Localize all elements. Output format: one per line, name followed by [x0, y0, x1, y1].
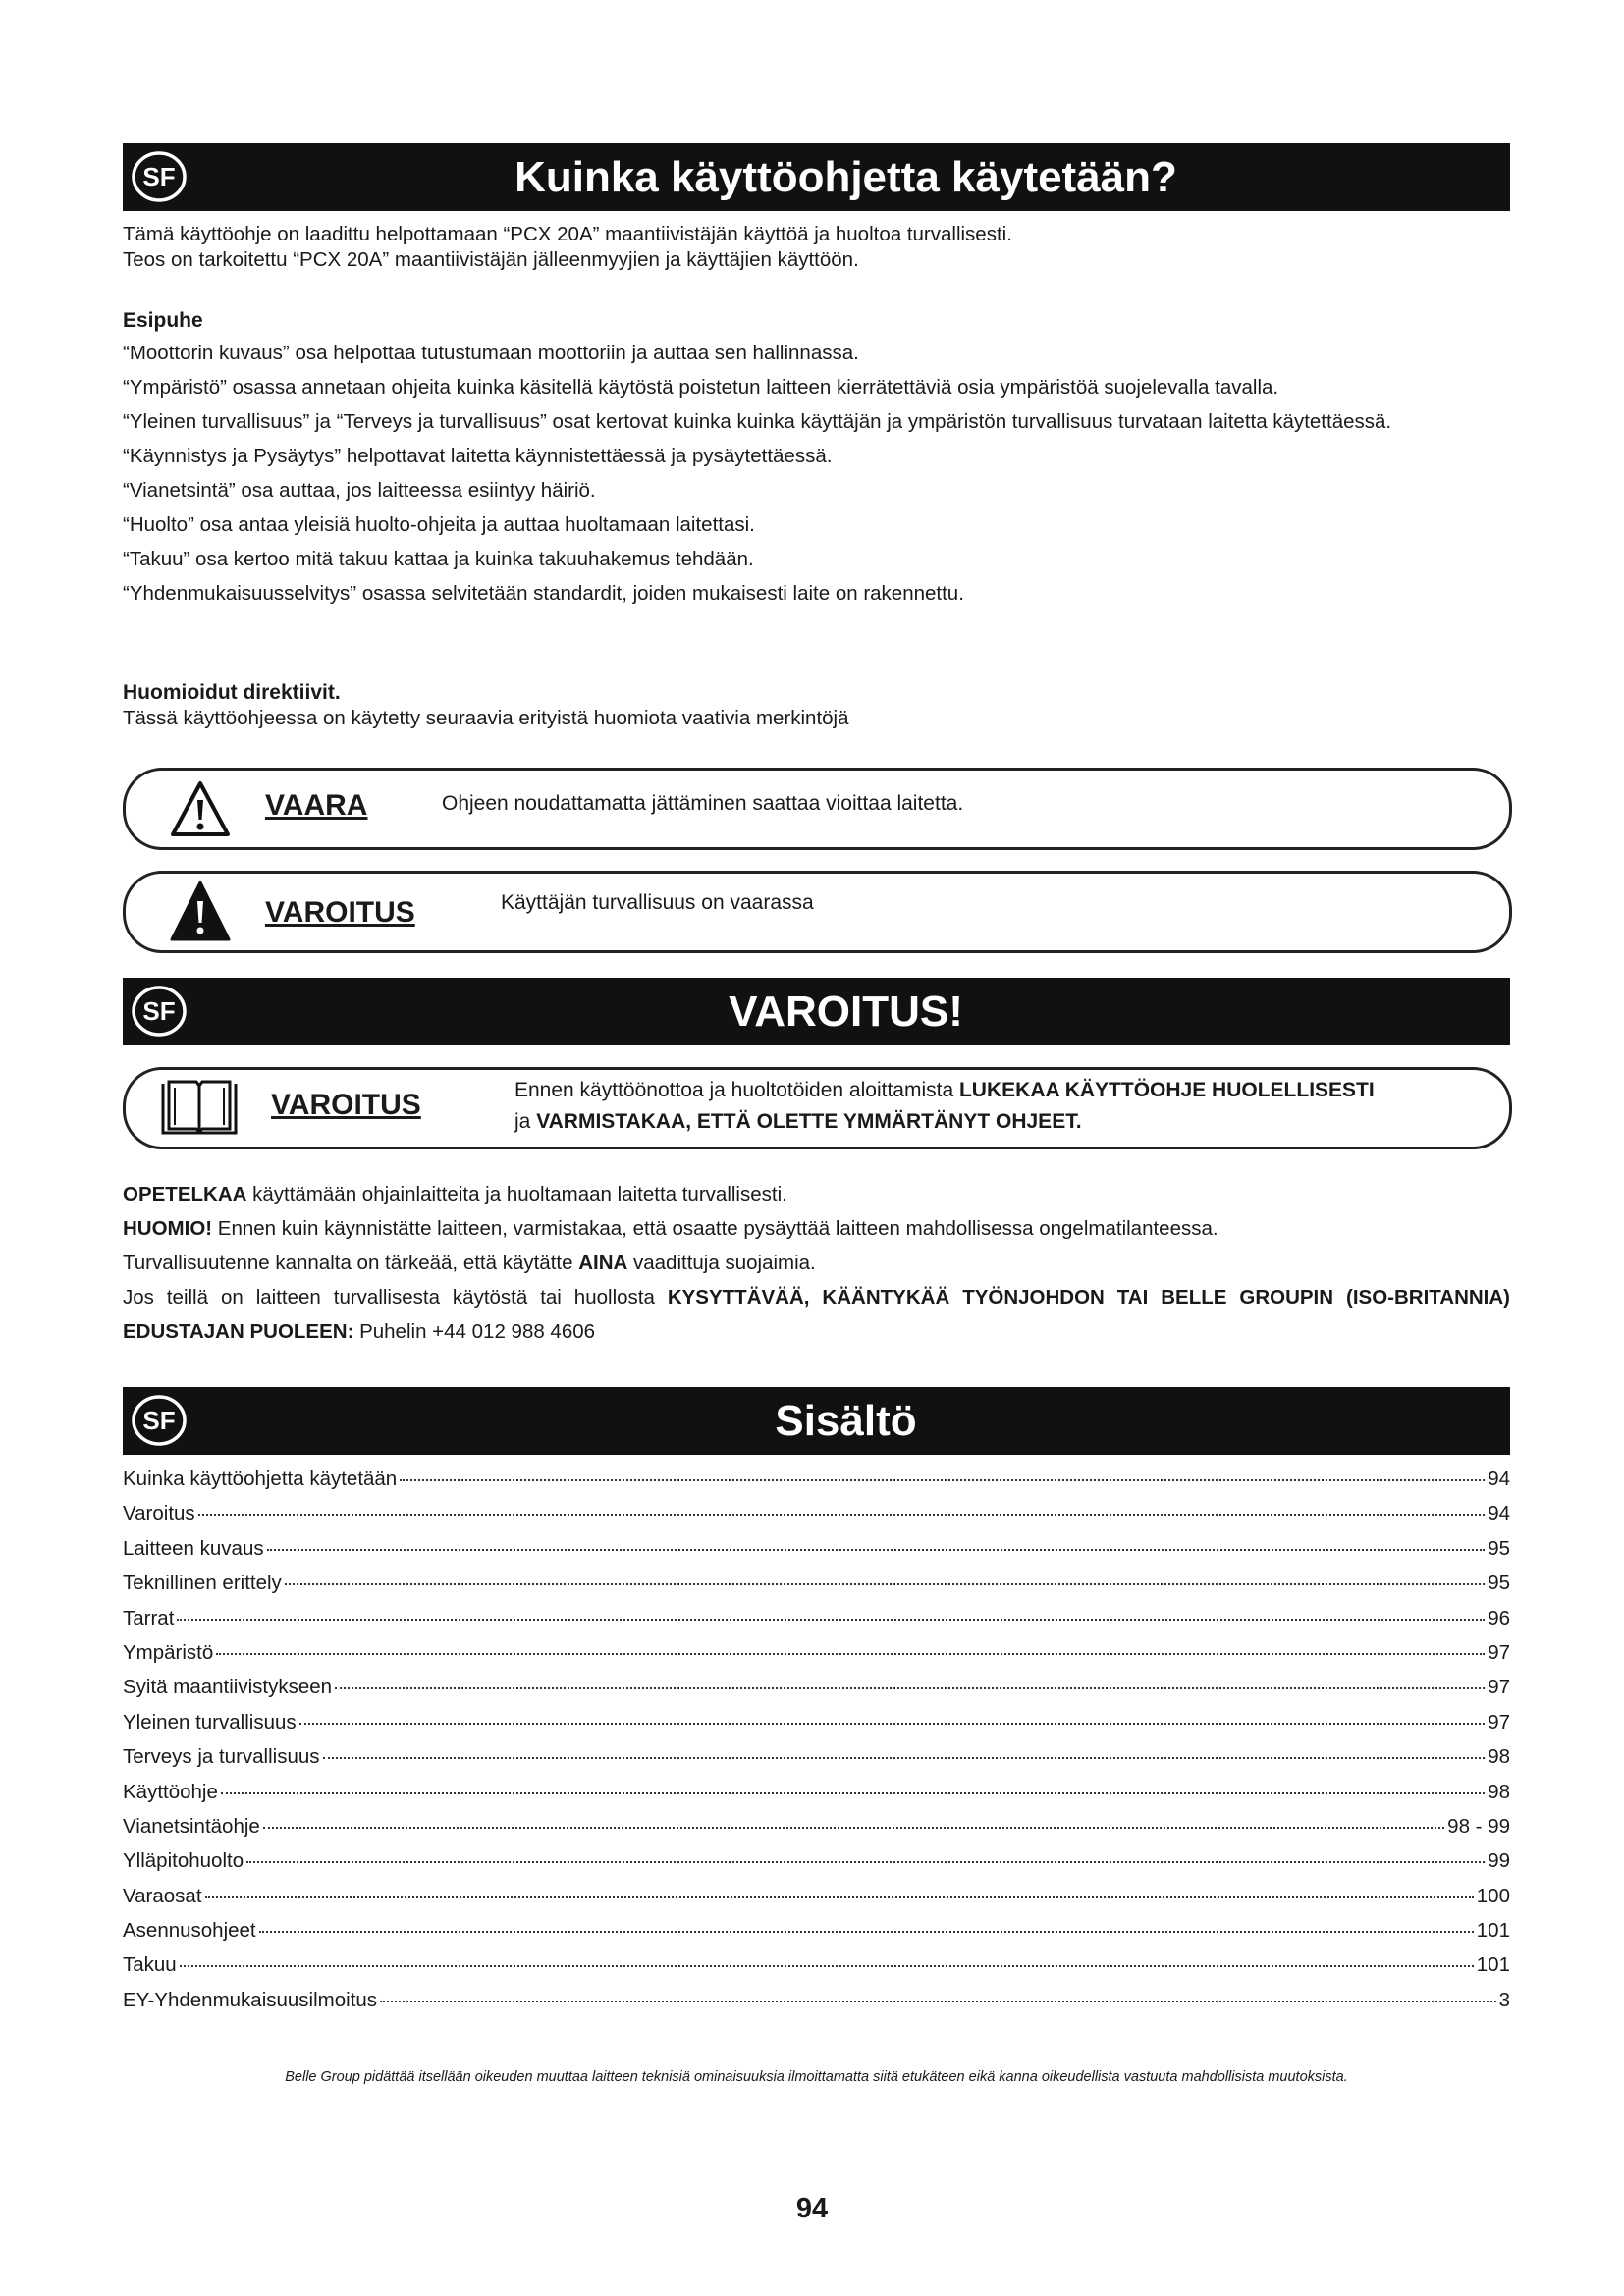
toc-entry-title: Ympäristö [123, 1640, 214, 1664]
toc-leader-dots [205, 1896, 1474, 1898]
preface-line: “Yhdenmukaisuusselvitys” osassa selvitetään standardit, joiden mukaisesti laite on rakennettu. [123, 582, 964, 605]
varoitus-notice-box [123, 871, 1512, 953]
toc-leader-dots [177, 1619, 1485, 1621]
toc-entry-title: Ylläpitohuolto [123, 1849, 244, 1873]
toc-leader-dots [267, 1549, 1486, 1551]
warning-paragraph [123, 1246, 1510, 1280]
toc-entry-title: Kuinka käyttöohjetta käytetään [123, 1468, 398, 1490]
toc-entry-page: 3 [1498, 1988, 1510, 2011]
warning-paragraph [123, 1280, 1510, 1349]
read-manual-line [514, 1106, 1496, 1138]
toc-entry-page: 100 [1476, 1884, 1510, 1907]
toc-entry-page: 97 [1488, 1640, 1510, 1664]
toc-entry-title: Asennusohjeet [123, 1919, 256, 1943]
toc-leader-dots [285, 1583, 1485, 1585]
toc-entry[interactable] [123, 1953, 1510, 1988]
toc-entry-title: Syitä maantiivistykseen [123, 1676, 333, 1699]
warning-paragraph [123, 1177, 1510, 1211]
toc-entry-page: 101 [1476, 1953, 1510, 1977]
preface-line: “Yleinen turvallisuus” ja “Terveys ja turvallisuus” osat kertovat kuinka kuinka käyttäjän ja ympäristön turvallisuus turvataan laitetta käytettäessä. [123, 410, 1392, 433]
sf-badge-text: SF [142, 996, 176, 1026]
warning-triangle-filled-icon [169, 880, 232, 944]
text-bold: LUKEKAA KÄYTTÖOHJE HUOLELLISESTI [958, 1079, 1375, 1101]
toc-leader-dots [221, 1792, 1485, 1794]
text-plain: ja [514, 1110, 537, 1133]
toc-entry[interactable] [123, 1849, 1510, 1884]
toc-entry[interactable] [123, 1885, 1510, 1919]
preface-line: “Huolto” osa antaa yleisiä huolto-ohjeita ja auttaa huoltamaan laitettasi. [123, 513, 755, 536]
read-manual-notice-box [123, 1067, 1512, 1149]
toc-entry[interactable] [123, 1711, 1510, 1745]
toc-entry-page: 98 [1488, 1780, 1510, 1803]
toc-entry[interactable] [123, 1607, 1510, 1641]
page-number: 94 [795, 2193, 829, 2224]
section-title: Sisältö [775, 1397, 917, 1445]
toc-entry-title: Tarrat [123, 1606, 175, 1629]
text-plain: Turvallisuutenne kannalta on tärkeää, että käytätte [123, 1252, 579, 1274]
toc-entry-page: 95 [1488, 1572, 1510, 1595]
text-bold: OPETELKAA [123, 1183, 247, 1205]
toc-entry[interactable] [123, 1502, 1510, 1536]
toc-leader-dots [198, 1514, 1486, 1516]
toc-entry[interactable] [123, 1572, 1510, 1606]
toc-entry[interactable] [123, 1676, 1510, 1710]
toc-entry[interactable] [123, 1781, 1510, 1815]
intro-line: Tämä käyttöohje on laadittu helpottamaan “PCX 20A” maantiivistäjän käyttöä ja huoltoa turvallisesti. [123, 223, 1012, 245]
section-banner-warning [123, 978, 1510, 1045]
preface-line: “Moottorin kuvaus” osa helpottaa tutustumaan moottoriin ja auttaa sen hallinnassa. [123, 342, 859, 364]
warning-triangle-outline-icon [169, 778, 232, 839]
disclaimer-footnote: Belle Group pidättää itsellään oikeuden muuttaa laitteen teknisiä ominaisuuksia ilmoittamatta siitä etukäteen eikä kanna oikeudellista vastuuta mahdollisista muutoksista. [285, 2069, 1348, 2085]
preface-block [123, 306, 1510, 611]
toc-entry-page: 95 [1488, 1536, 1510, 1560]
vaara-notice-box [123, 768, 1512, 850]
toc-entry-page: 98 - 99 [1447, 1814, 1510, 1838]
varoitus-label: VAROITUS [271, 1089, 421, 1121]
preface-line: “Vianetsintä” osa auttaa, jos laitteessa esiintyy häiriö. [123, 479, 596, 502]
toc-leader-dots [259, 1931, 1474, 1933]
varoitus-message: Käyttäjän turvallisuus on vaarassa [501, 891, 814, 914]
sf-badge-text: SF [142, 162, 176, 191]
directives-block [123, 680, 1510, 731]
toc-entry-page: 96 [1488, 1606, 1510, 1629]
toc-entry-page: 101 [1476, 1919, 1510, 1943]
text-plain: Ennen käyttöönottoa ja huoltotöiden aloittamista [514, 1079, 959, 1101]
text-plain: Puhelin +44 012 988 4606 [353, 1320, 596, 1343]
preface-line: “Takuu” osa kertoo mitä takuu kattaa ja kuinka takuuhakemus tehdään. [123, 548, 754, 570]
toc-entry-page: 97 [1488, 1676, 1510, 1699]
toc-entry-title: Takuu [123, 1953, 177, 1977]
toc-entry-title: Terveys ja turvallisuus [123, 1745, 320, 1769]
table-of-contents [123, 1468, 1510, 2023]
toc-entry-title: EY-Yhdenmukaisuusilmoitus [123, 1988, 378, 2011]
vaara-label: VAARA [265, 789, 368, 822]
toc-leader-dots [323, 1757, 1486, 1759]
section-banner-how-to-use [123, 143, 1510, 211]
intro-text [123, 222, 1510, 273]
toc-entry-title: Teknillinen erittely [123, 1572, 282, 1595]
toc-leader-dots [335, 1687, 1485, 1689]
toc-entry[interactable] [123, 1919, 1510, 1953]
toc-entry[interactable] [123, 1641, 1510, 1676]
preface-line: “Ympäristö” osassa annetaan ohjeita kuinka käsitellä käytöstä poistetun laitteen kierrätettäviä osia ympäristöä suojelevalla tavalla. [123, 376, 1279, 399]
toc-leader-dots [263, 1827, 1444, 1829]
open-book-icon [159, 1078, 240, 1139]
preface-heading: Esipuhe [123, 309, 203, 332]
section-title: VAROITUS! [729, 988, 963, 1036]
directives-text: Tässä käyttöohjeessa on käytetty seuraavia erityistä huomiota vaativia merkintöjä [123, 707, 849, 729]
toc-entry-title: Vianetsintäohje [123, 1814, 260, 1838]
text-bold: VARMISTAKAA, ETTÄ OLETTE YMMÄRTÄNYT OHJEET. [536, 1110, 1082, 1133]
toc-entry-page: 97 [1488, 1710, 1510, 1734]
toc-entry-page: 99 [1488, 1849, 1510, 1873]
toc-entry-title: Varaosat [123, 1884, 202, 1907]
toc-entry-title: Yleinen turvallisuus [123, 1710, 297, 1734]
intro-line: Teos on tarkoitettu “PCX 20A” maantiivistäjän jälleenmyyjien ja käyttäjien käyttöön. [123, 248, 859, 271]
preface-line: “Käynnistys ja Pysäytys” helpottavat laitetta käynnistettäessä ja pysäytettäessä. [123, 445, 833, 467]
toc-entry-title: Käyttöohje [123, 1780, 218, 1803]
read-manual-message [514, 1075, 1496, 1138]
vaara-message: Ohjeen noudattamatta jättäminen saattaa vioittaa laitetta. [442, 792, 964, 815]
toc-entry-page: 94 [1488, 1502, 1510, 1525]
toc-leader-dots [246, 1861, 1485, 1863]
section-banner-contents [123, 1387, 1510, 1455]
toc-entry[interactable] [123, 1815, 1510, 1849]
toc-leader-dots [400, 1479, 1485, 1481]
toc-entry[interactable] [123, 1537, 1510, 1572]
toc-leader-dots [380, 2001, 1496, 2002]
text-plain: vaadittuja suojaimia. [627, 1252, 816, 1274]
varoitus-label: VAROITUS [265, 896, 415, 929]
toc-entry[interactable] [123, 1745, 1510, 1780]
text-plain: Jos teillä on laitteen turvallisesta käytöstä tai huollosta [123, 1286, 668, 1308]
read-manual-line [514, 1075, 1496, 1106]
toc-entry[interactable] [123, 1989, 1510, 2023]
text-plain: Ennen kuin käynnistätte laitteen, varmistakaa, että osaatte pysäyttää laitteen mahdollisessa ongelmatilanteessa. [212, 1217, 1218, 1240]
text-plain: käyttämään ohjainlaitteita ja huoltamaan laitetta turvallisesti. [246, 1183, 787, 1205]
warning-paragraph [123, 1211, 1510, 1246]
directives-heading: Huomioidut direktiivit. [123, 681, 341, 704]
sf-badge-text: SF [142, 1406, 176, 1435]
text-bold: KYSYTTÄVÄÄ, KÄÄNTYKÄÄ TYÖNJOHDON TAI BELLE GROUPIN (ISO-BRITANNIA) EDUSTAJAN PUOLEEN: [123, 1286, 1511, 1343]
toc-entry-title: Varoitus [123, 1502, 195, 1525]
toc-leader-dots [299, 1723, 1486, 1725]
toc-leader-dots [216, 1653, 1485, 1655]
toc-entry[interactable] [123, 1468, 1510, 1502]
text-bold: HUOMIO! [123, 1217, 213, 1240]
toc-entry-page: 98 [1488, 1745, 1510, 1769]
toc-entry-page: 94 [1488, 1468, 1510, 1490]
toc-entry-title: Laitteen kuvaus [123, 1536, 264, 1560]
warning-paragraphs [123, 1177, 1510, 1349]
toc-leader-dots [180, 1965, 1474, 1967]
text-bold: AINA [578, 1252, 628, 1274]
section-title: Kuinka käyttöohjetta käytetään? [514, 153, 1177, 201]
